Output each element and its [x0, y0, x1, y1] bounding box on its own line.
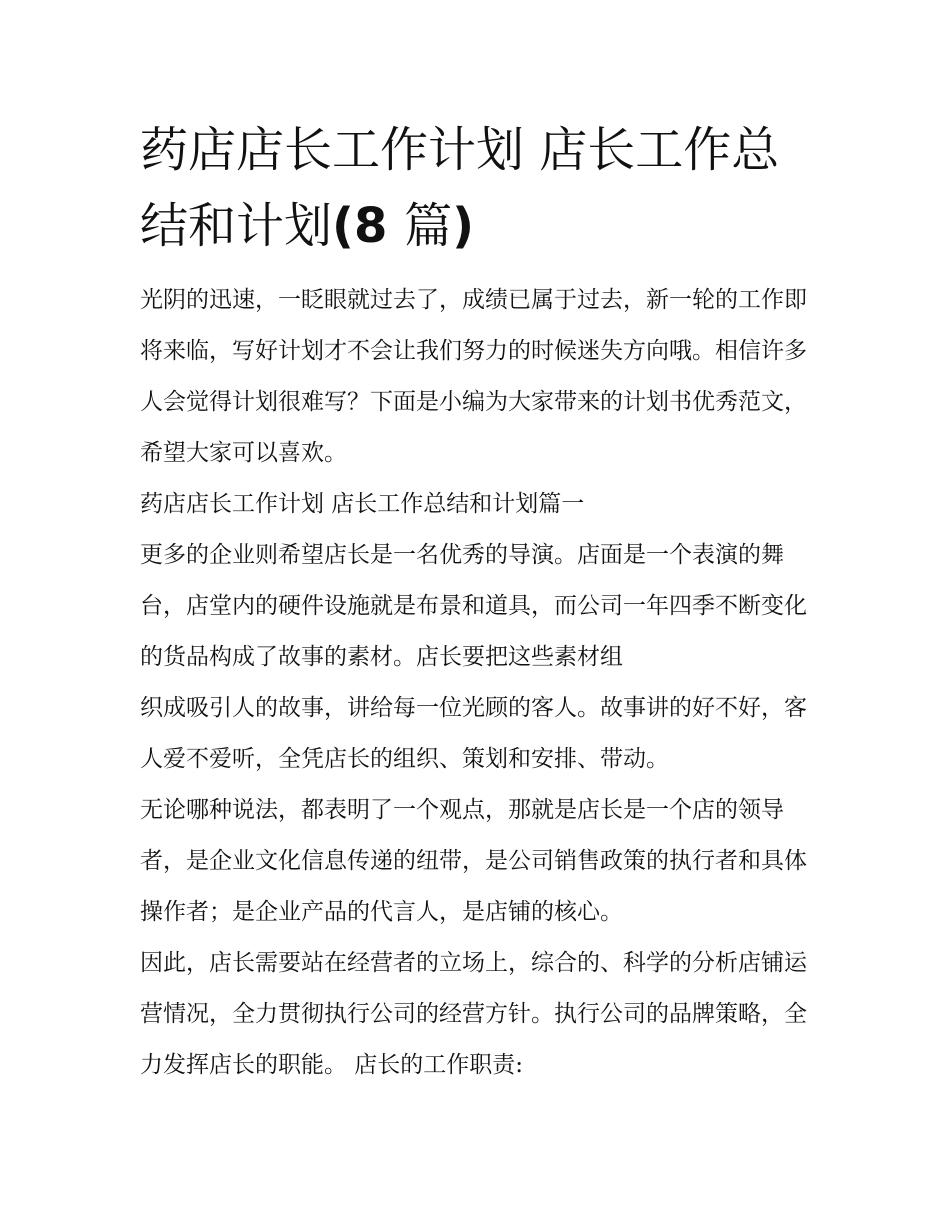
title-line-2-paren-number: (8 — [332, 198, 405, 254]
title-line-2-close-paren: ) — [452, 198, 475, 254]
body-paragraph: 因此，店长需要站在经营者的立场上，综合的、科学的分析店铺运营情况，全力贯彻执行公司的经营方针。执行公司的品牌策略，全力发挥店长的职能。 店长的工作职责: — [140, 950, 807, 1078]
intro-paragraph: 光阴的迅速，一眨眼就过去了，成绩已属于过去，新一轮的工作即将来临，写好计划才不会让我们努力的时候迷失方向哦。相信许多人会觉得计划很难写？下面是小编为大家带来的计划书优秀范文，希望大家可以喜欢。 — [140, 287, 807, 466]
document-body — [140, 275, 820, 1091]
title-line-2-pian: 篇 — [404, 198, 453, 254]
body-paragraph: 无论哪种说法，都表明了一个观点，那就是店长是一个店的领导者，是企业文化信息传递的纽带，是公司销售政策的执行者和具体操作者；是企业产品的代言人，是店铺的核心。 — [140, 797, 807, 925]
body-paragraph: 更多的企业则希望店长是一名优秀的导演。店面是一个表演的舞台，店堂内的硬件设施就是布景和道具，而公司一年四季不断变化的货品构成了故事的素材。店长要把这些素材组 — [140, 542, 807, 670]
title-line-1: 药店店长工作计划 店长工作总 — [140, 122, 780, 178]
body-paragraph: 织成吸引人的故事，讲给每一位光顾的客人。故事讲的好不好，客人爱不爱听，全凭店长的组织、策划和安排、带动。 — [140, 695, 807, 772]
section-heading: 药店店长工作计划 店长工作总结和计划篇一 — [140, 491, 585, 517]
document-title — [140, 112, 820, 264]
title-line-2-prefix: 结和计划 — [140, 198, 333, 254]
